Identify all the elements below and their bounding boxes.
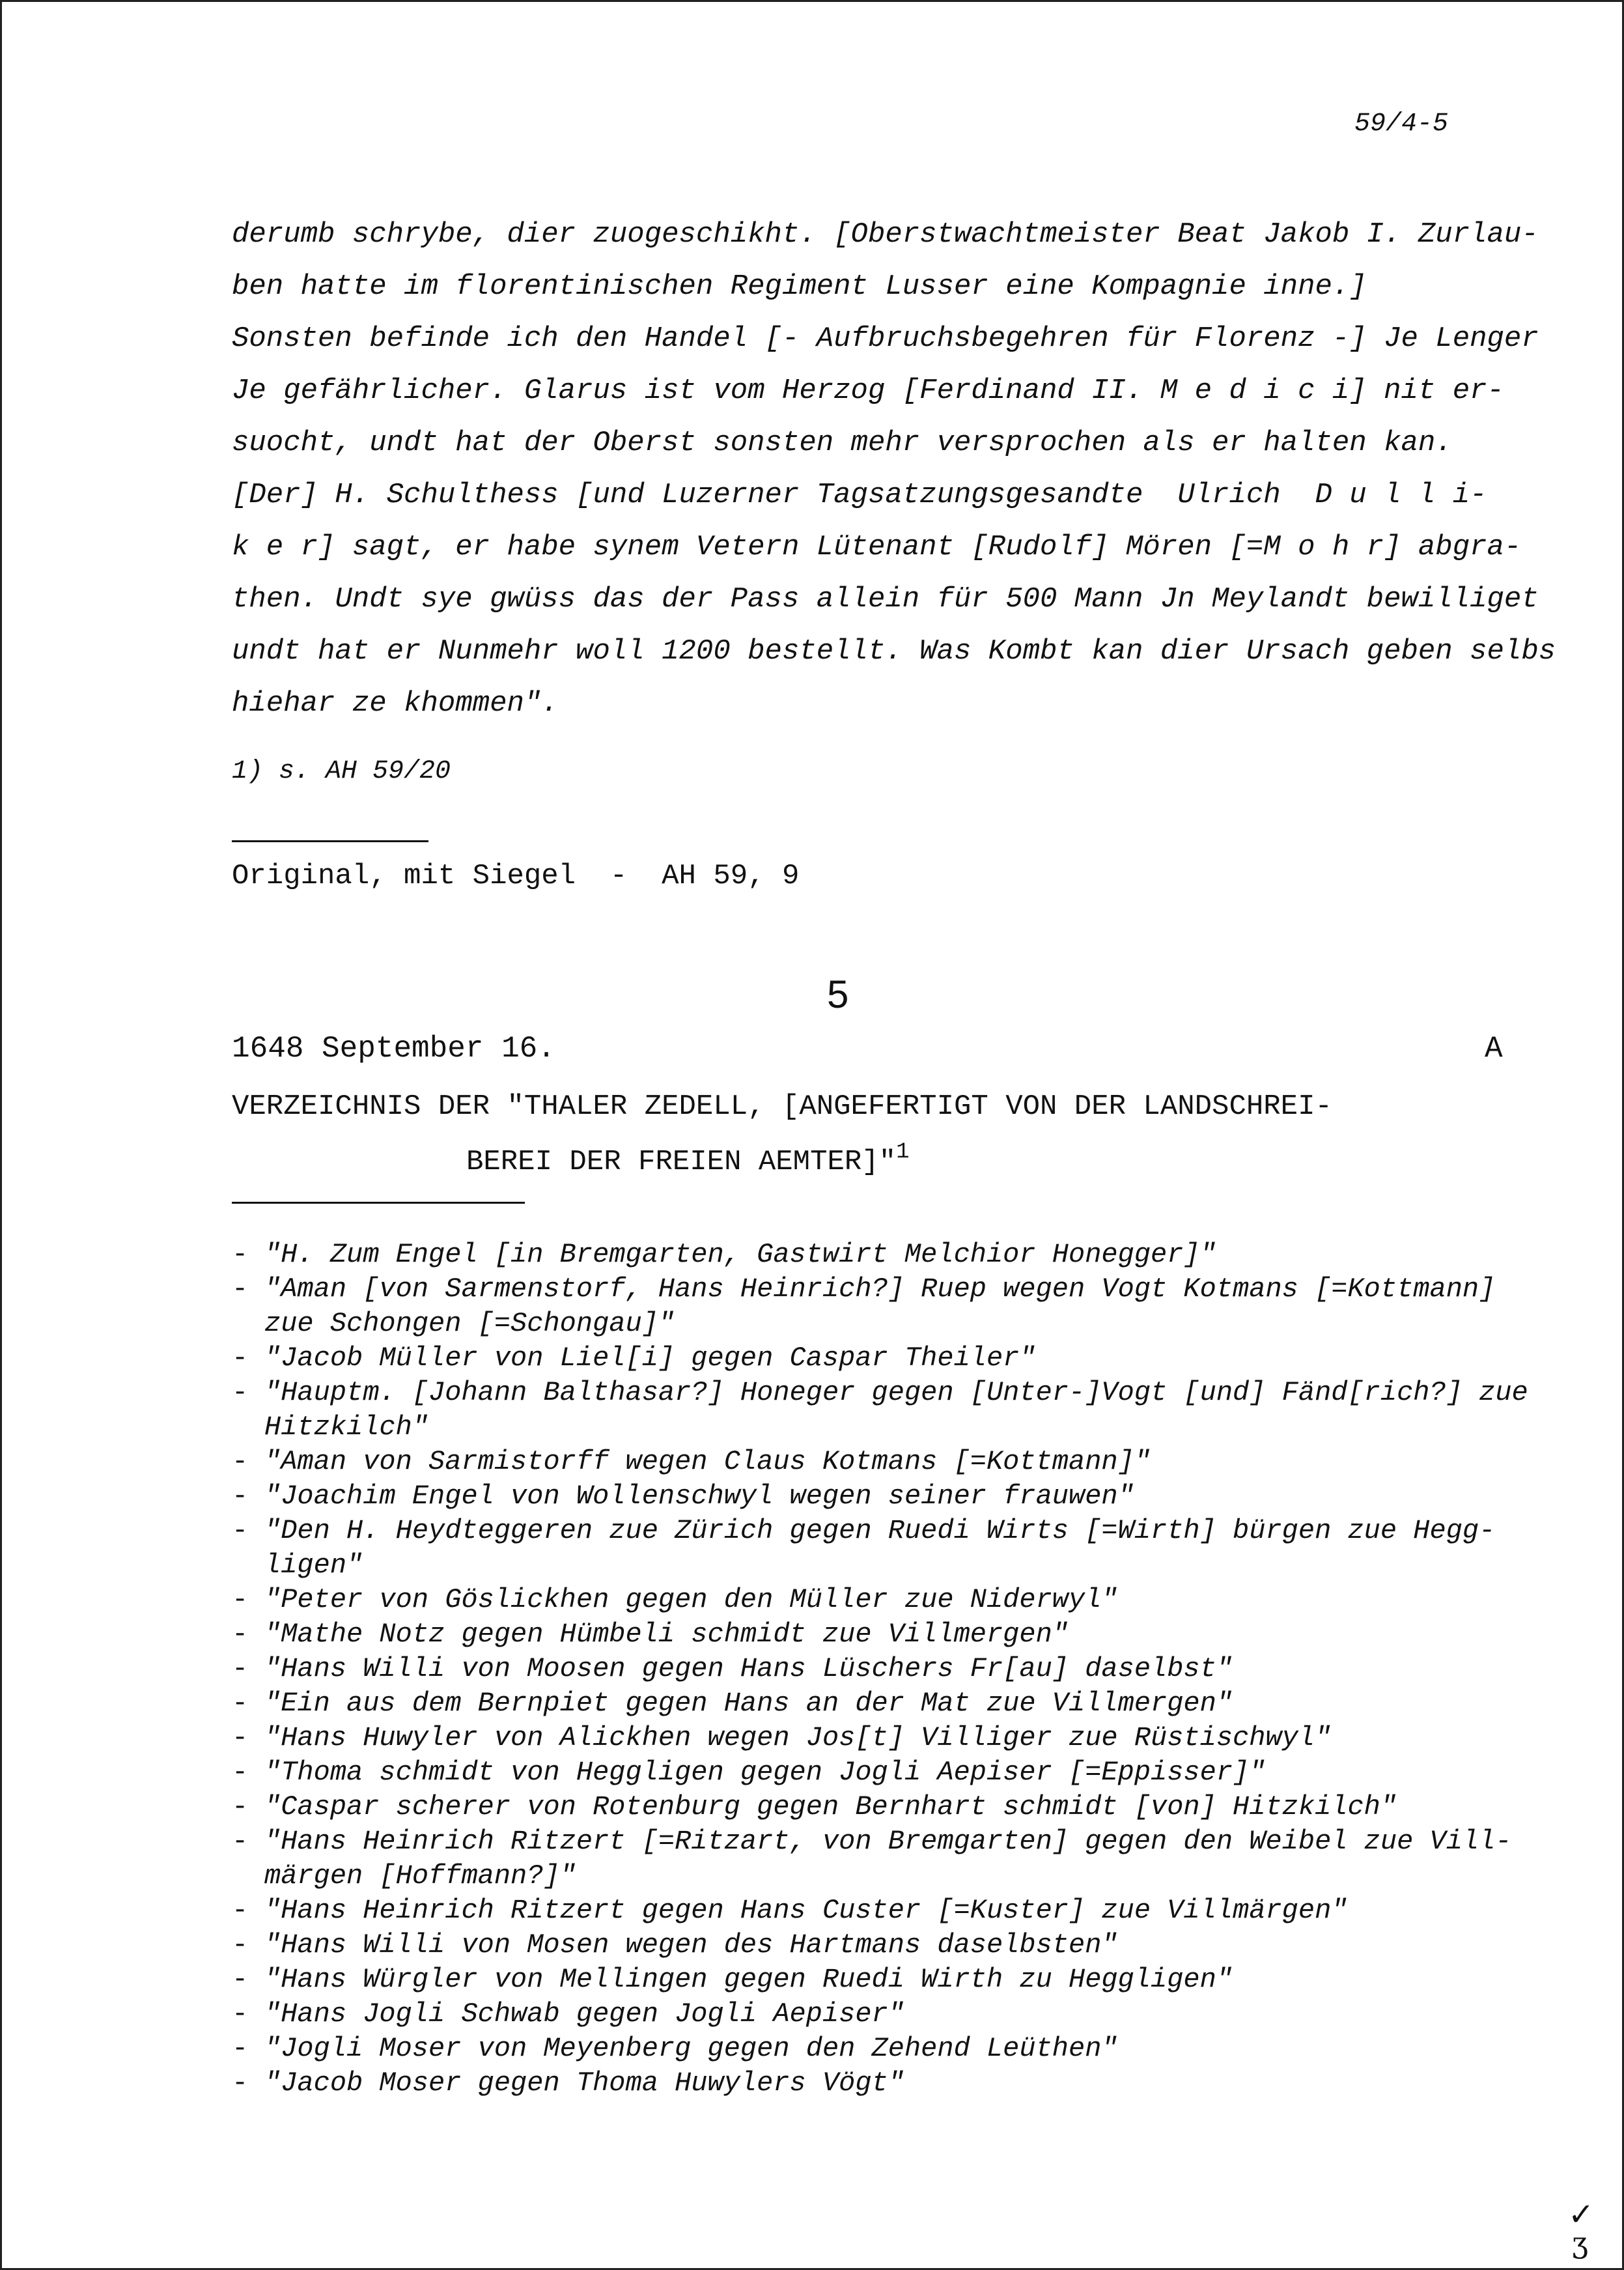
entry-dash: - [232,1895,249,1926]
list-item [232,1617,1534,1652]
pencil-mark: ʒ [1572,2226,1588,2260]
letter-line: suocht, undt hat der Oberst sonsten mehr versprochen als er halten kan. [232,427,1453,459]
document-date: 1648 September 16. [232,1032,555,1066]
letter-line: hiehar ze khommen". [232,687,559,720]
entry-dash: - [232,1998,249,2030]
entry-dash: - [232,1515,249,1546]
document-title [232,1084,1521,1178]
list-item [232,1583,1534,1617]
list-item [232,1479,1534,1514]
entry-dash: - [232,1446,249,1477]
list-item [232,1997,1534,2032]
title-line-1: VERZEICHNIS DER "THALER ZEDELL, [ANGEFERTIGT VON DER LANDSCHREI- [232,1090,1332,1123]
letter-line: Je gefährlicher. Glarus ist vom Herzog [Ferdinand II. M e d i c i] nit er- [232,375,1504,407]
entry-text: "Jacob Moser gegen Thoma Huwylers Vögt" [264,2067,904,2099]
entry-list [232,1238,1534,2101]
entry-dash: - [232,1791,249,1823]
list-item [232,1790,1534,1824]
source-reference: Original, mit Siegel - AH 59, 9 [232,860,800,892]
title-footnote-marker: 1 [896,1140,910,1165]
entry-dash: - [232,2033,249,2064]
entry-dash: - [232,1342,249,1374]
letter-text [232,208,1556,730]
list-item [232,1963,1534,1997]
list-item [232,2066,1534,2101]
entry-dash: - [232,1964,249,1995]
entry-text: "Hans Huwyler von Alickhen wegen Jos[t] Villiger zue Rüstischwyl" [264,1722,1332,1753]
entry-text: "H. Zum Engel [in Bremgarten, Gastwirt Melchior Honegger]" [264,1239,1216,1270]
entry-dash: - [232,1273,249,1305]
title-line-2 [232,1129,1521,1178]
entry-text: "Hans Heinrich Ritzert [=Ritzart, von Bremgarten] gegen den Weibel zue Vill-märgen [Hoffmann?]" [264,1826,1512,1892]
list-item [232,2032,1534,2066]
entry-text: "Ein aus dem Bernpiet gegen Hans an der Mat zue Villmergen" [264,1688,1233,1719]
footnote: 1) s. AH 59/20 [232,757,451,786]
list-item [232,1272,1534,1341]
entry-dash: - [232,2067,249,2099]
letter-line: derumb schrybe, dier zuogeschikht. [Oberstwachtmeister Beat Jakob I. Zurlau- [232,218,1539,251]
entry-text: "Thoma schmidt von Heggligen gegen Jogli Aepiser [=Eppisser]" [264,1757,1266,1788]
entry-dash: - [232,1688,249,1719]
entry-text: "Joachim Engel von Wollenschwyl wegen seiner frauwen" [264,1481,1134,1512]
list-item [232,1894,1534,1928]
list-item [232,1341,1534,1376]
entry-text: "Peter von Göslickhen gegen den Müller zue Niderwyl" [264,1584,1118,1615]
entry-dash: - [232,1653,249,1684]
page-number: 59/4-5 [1354,109,1449,139]
list-item [232,1721,1534,1755]
list-item [232,1238,1534,1272]
entry-text: "Jacob Müller von Liel[i] gegen Caspar Theiler" [264,1342,1036,1374]
entry-text: "Hans Jogli Schwab gegen Jogli Aepiser" [264,1998,904,2030]
entry-dash: - [232,1826,249,1857]
entry-text: "Den H. Heydteggeren zue Zürich gegen Ruedi Wirts [=Wirth] bürgen zue Hegg-ligen" [264,1515,1496,1581]
entry-dash: - [232,1722,249,1753]
letter-line: then. Undt sye gwüss das der Pass allein für 500 Mann Jn Meylandt bewilliget [232,583,1539,616]
entry-text: "Hans Willi von Moosen gegen Hans Lüschers Fr[au] daselbst" [264,1653,1233,1684]
list-item [232,1686,1534,1721]
list-item [232,1755,1534,1790]
check-mark-icon: ✓ [1568,2196,1595,2233]
list-item [232,1824,1534,1894]
entry-dash: - [232,1619,249,1650]
entry-text: "Hauptm. [Johann Balthasar?] Honeger gegen [Unter-]Vogt [und] Fänd[rich?] zue Hitzkilch" [264,1377,1528,1443]
entry-text: "Caspar scherer von Rotenburg gegen Bernhart schmidt [von] Hitzkilch" [264,1791,1397,1823]
list-item [232,1376,1534,1445]
document-mark: A [1485,1032,1503,1066]
list-item [232,1445,1534,1479]
divider-rule [232,840,428,842]
letter-line: [Der] H. Schulthess [und Luzerner Tagsatzungsgesandte Ulrich D u l l i- [232,479,1487,511]
entry-dash: - [232,1239,249,1270]
entry-dash: - [232,1757,249,1788]
entry-dash: - [232,1377,249,1408]
divider-rule [232,1202,525,1204]
entry-text: "Aman von Sarmistorff wegen Claus Kotmans [=Kottmann]" [264,1446,1151,1477]
letter-line: k e r] sagt, er habe synem Vetern Lütenant [Rudolf] Mören [=M o h r] abgra- [232,531,1522,563]
title-line-2-text: BEREI DER FREIEN AEMTER]" [466,1146,897,1178]
list-item [232,1514,1534,1583]
list-item [232,1928,1534,1963]
entry-text: "Hans Würgler von Mellingen gegen Ruedi Wirth zu Heggligen" [264,1964,1233,1995]
entry-dash: - [232,1584,249,1615]
letter-line: undt hat er Nunmehr woll 1200 bestellt. Was Kombt kan dier Ursach geben selbs [232,635,1556,668]
entry-text: "Mathe Notz gegen Hümbeli schmidt zue Villmergen" [264,1619,1069,1650]
letter-line: ben hatte im florentinischen Regiment Lusser eine Kompagnie inne.] [232,270,1367,303]
entry-text: "Hans Willi von Mosen wegen des Hartmans daselbsten" [264,1929,1118,1961]
entry-text: "Hans Heinrich Ritzert gegen Hans Custer [=Kuster] zue Villmärgen" [264,1895,1348,1926]
entry-dash: - [232,1929,249,1961]
letter-line: Sonsten befinde ich den Handel [- Aufbruchsbegehren für Florenz -] Je Lenger [232,322,1539,355]
list-item [232,1652,1534,1686]
entry-text: "Jogli Moser von Meyenberg gegen den Zehend Leüthen" [264,2033,1118,2064]
document-number: 5 [827,972,849,1016]
entry-dash: - [232,1481,249,1512]
entry-text: "Aman [von Sarmenstorf, Hans Heinrich?] Ruep wegen Vogt Kotmans [=Kottmann] zue Schongen [=Schongau]" [264,1273,1496,1339]
